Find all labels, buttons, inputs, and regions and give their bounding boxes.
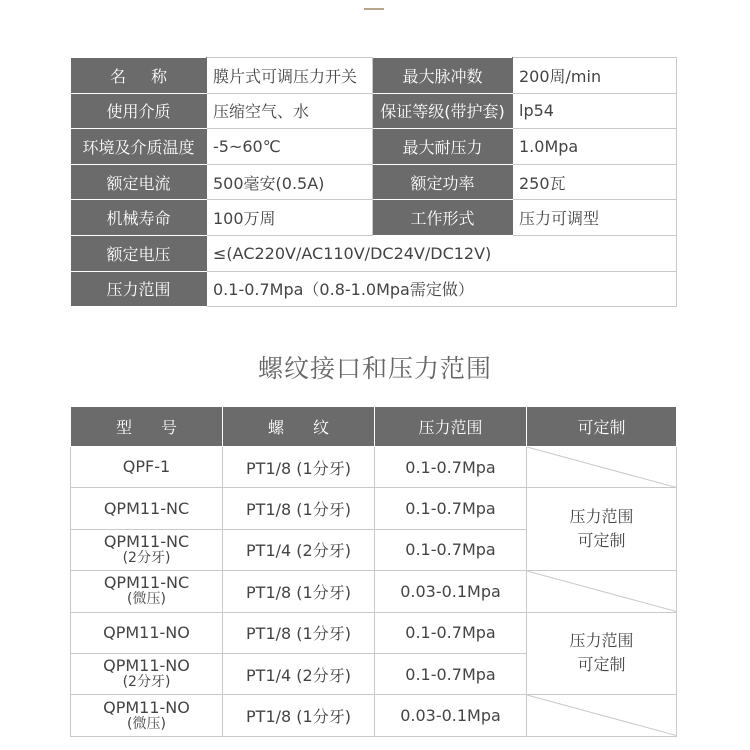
model-cell <box>71 488 223 529</box>
spec-row <box>71 271 677 307</box>
table-row <box>71 612 677 653</box>
range-cell: 0.1-0.7Mpa <box>375 612 527 653</box>
spec-value: ≤(AC220V/AC110V/DC24V/DC12V) <box>207 235 677 271</box>
decorative-divider <box>364 8 384 10</box>
spec-label: 额定功率 <box>373 164 513 200</box>
model-cell <box>71 695 223 736</box>
model-name: QPM11-NO <box>103 656 190 676</box>
diagonal-line <box>527 695 676 735</box>
range-cell: 0.1-0.7Mpa <box>375 488 527 529</box>
section-title: 螺纹接口和压力范围 <box>257 354 492 383</box>
spec-value: 膜片式可调压力开关 <box>207 58 373 94</box>
custom-text-line1: 压力范围 <box>569 631 634 651</box>
spec-value: 0.1-0.7Mpa（0.8-1.0Mpa需定做） <box>207 271 677 307</box>
model-cell <box>71 529 223 570</box>
header-model: 型 号 <box>71 407 223 447</box>
spec-label: 最大脉冲数 <box>373 58 513 94</box>
custom-text-line2: 可定制 <box>577 531 626 551</box>
custom-cell-empty <box>527 695 677 736</box>
model-cell <box>71 653 223 694</box>
model-name: QPM11-NO <box>103 622 190 642</box>
spec-value: 压缩空气、水 <box>207 93 373 129</box>
spec-row <box>71 164 677 200</box>
custom-text-line2: 可定制 <box>577 655 626 675</box>
range-cell: 0.1-0.7Mpa <box>375 529 527 570</box>
diagonal-line <box>527 571 676 611</box>
model-cell <box>71 612 223 653</box>
model-sub: (微压) <box>127 715 166 732</box>
spec-value: 压力可调型 <box>513 200 677 236</box>
header-custom: 可定制 <box>527 407 677 447</box>
model-sub: (2分牙) <box>122 674 171 691</box>
spec-value: 200周/min <box>513 58 677 94</box>
spec-value: -5~60℃ <box>207 129 373 165</box>
range-cell: 0.03-0.1Mpa <box>375 571 527 612</box>
model-sub: (2分牙) <box>122 549 171 566</box>
custom-cell <box>527 612 677 695</box>
spec-row <box>71 58 677 94</box>
table-row <box>71 695 677 736</box>
spec-label: 使用介质 <box>71 93 207 129</box>
spec-row <box>71 129 677 165</box>
spec-label: 额定电压 <box>71 235 207 271</box>
table-row <box>71 571 677 612</box>
spec-value: 100万周 <box>207 200 373 236</box>
spec-value: 1.0Mpa <box>513 129 677 165</box>
thread-cell: PT1/4 (2分牙) <box>223 529 375 570</box>
model-name: QPM11-NC <box>103 498 190 518</box>
spec-label: 保证等级(带护套) <box>373 93 513 129</box>
spec-row <box>71 93 677 129</box>
model-name: QPM11-NO <box>103 697 190 717</box>
table-row <box>71 447 677 488</box>
model-table <box>70 406 677 737</box>
header-range: 压力范围 <box>375 407 527 447</box>
model-name: QPF-1 <box>122 457 171 477</box>
spec-table <box>70 57 677 307</box>
spec-value: 500毫安(0.5A) <box>207 164 373 200</box>
thread-cell: PT1/8 (1分牙) <box>223 571 375 612</box>
custom-cell-empty <box>527 447 677 488</box>
thread-cell: PT1/8 (1分牙) <box>223 488 375 529</box>
header-thread: 螺 纹 <box>223 407 375 447</box>
custom-text-line1: 压力范围 <box>569 507 634 527</box>
model-cell <box>71 447 223 488</box>
model-name: QPM11-NC <box>103 573 190 593</box>
spec-label: 名 称 <box>71 58 207 94</box>
spec-label: 额定电流 <box>71 164 207 200</box>
spec-row <box>71 200 677 236</box>
spec-label: 环境及介质温度 <box>71 129 207 165</box>
diagonal-line <box>527 447 676 487</box>
spec-row <box>71 235 677 271</box>
thread-cell: PT1/8 (1分牙) <box>223 695 375 736</box>
custom-cell-empty <box>527 571 677 612</box>
thread-cell: PT1/4 (2分牙) <box>223 653 375 694</box>
custom-cell <box>527 488 677 571</box>
spec-label: 工作形式 <box>373 200 513 236</box>
thread-cell: PT1/8 (1分牙) <box>223 447 375 488</box>
model-name: QPM11-NC <box>103 531 190 551</box>
model-table-header <box>71 407 677 447</box>
range-cell: 0.03-0.1Mpa <box>375 695 527 736</box>
spec-label: 最大耐压力 <box>373 129 513 165</box>
range-cell: 0.1-0.7Mpa <box>375 447 527 488</box>
spec-label: 压力范围 <box>71 271 207 307</box>
spec-value: lp54 <box>513 93 677 129</box>
spec-value: 250瓦 <box>513 164 677 200</box>
table-row <box>71 488 677 529</box>
thread-cell: PT1/8 (1分牙) <box>223 612 375 653</box>
model-sub: (微压) <box>127 591 166 608</box>
model-cell <box>71 571 223 612</box>
spec-label: 机械寿命 <box>71 200 207 236</box>
range-cell: 0.1-0.7Mpa <box>375 653 527 694</box>
